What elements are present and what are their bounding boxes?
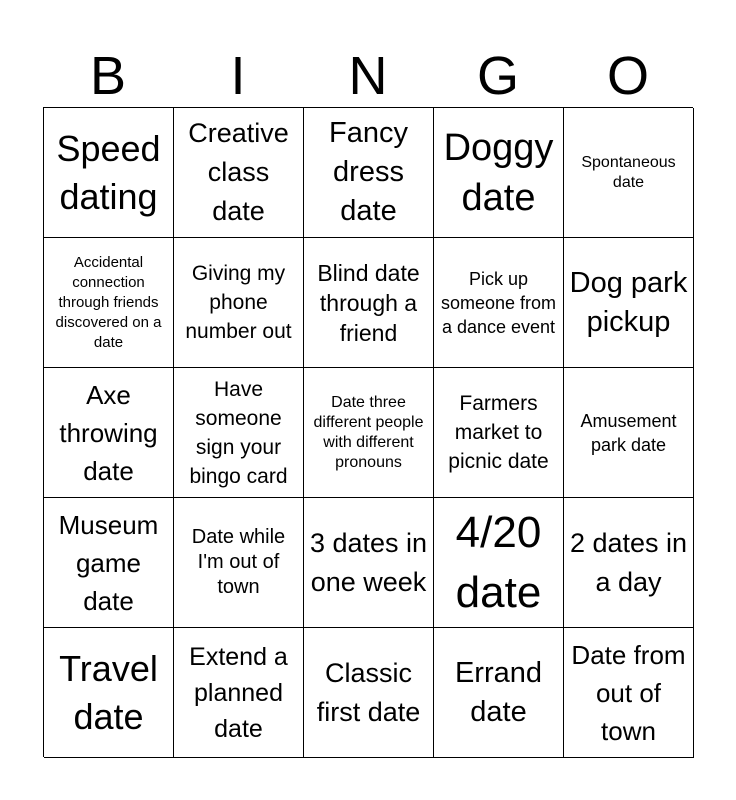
bingo-cell[interactable] xyxy=(44,498,174,628)
header-letter-i: I xyxy=(230,46,246,106)
bingo-grid xyxy=(43,107,693,757)
bingo-cell-text: Extend a planned date xyxy=(189,642,288,743)
bingo-cell-text: Date while I'm out of town xyxy=(191,526,286,598)
bingo-cell[interactable] xyxy=(174,498,304,628)
bingo-cell-text: Spontaneous date xyxy=(581,153,676,191)
bingo-cell[interactable] xyxy=(434,238,564,368)
bingo-cell-text: Dog park pickup xyxy=(569,266,688,338)
bingo-cell-text: Fancy dress date xyxy=(329,117,408,227)
bingo-cell[interactable] xyxy=(174,108,304,238)
bingo-cell[interactable] xyxy=(304,628,434,758)
header-letter-b: B xyxy=(89,46,127,106)
bingo-cell[interactable] xyxy=(44,238,174,368)
bingo-cell-text: Creative class date xyxy=(188,118,289,226)
bingo-cell[interactable] xyxy=(304,498,434,628)
bingo-cell[interactable] xyxy=(434,498,564,628)
bingo-cell-text: Amusement park date xyxy=(580,410,677,455)
bingo-cell[interactable] xyxy=(564,368,694,498)
bingo-cell-text: Date from out of town xyxy=(571,639,686,746)
bingo-header xyxy=(43,46,693,106)
bingo-cell-text: Accidental connection through friends discovered on a date xyxy=(55,253,162,351)
bingo-cell-text: Travel date xyxy=(59,647,158,737)
bingo-cell[interactable] xyxy=(434,628,564,758)
bingo-cell-text: Museum game date xyxy=(58,509,159,616)
bingo-cell-text: Pick up someone from a dance event xyxy=(440,268,557,337)
bingo-cell-text: Speed dating xyxy=(56,127,161,217)
bingo-cell-text: Errand date xyxy=(454,656,543,728)
bingo-cell-text: Date three different people with different pronouns xyxy=(313,393,424,471)
bingo-cell[interactable] xyxy=(564,498,694,628)
bingo-cell[interactable] xyxy=(44,628,174,758)
bingo-cell[interactable] xyxy=(44,108,174,238)
bingo-cell-text: 4/20 date xyxy=(455,507,542,617)
bingo-cell-text: Giving my phone number out xyxy=(185,262,292,343)
bingo-cell-text: Doggy date xyxy=(443,126,554,219)
bingo-cell-text: Blind date through a friend xyxy=(317,259,420,346)
bingo-cell[interactable] xyxy=(174,628,304,758)
bingo-cell[interactable] xyxy=(304,368,434,498)
bingo-cell-text: Axe throwing date xyxy=(59,379,158,486)
bingo-cell[interactable] xyxy=(434,368,564,498)
bingo-cell[interactable] xyxy=(174,238,304,368)
bingo-cell-text: Classic first date xyxy=(316,657,421,727)
bingo-cell[interactable] xyxy=(564,108,694,238)
bingo-cell-text: Farmers market to picnic date xyxy=(448,392,549,473)
bingo-cell-text: 3 dates in one week xyxy=(309,527,428,597)
header-letter-g: G xyxy=(476,46,519,106)
bingo-cell[interactable] xyxy=(304,108,434,238)
bingo-cell[interactable] xyxy=(44,368,174,498)
bingo-cell[interactable] xyxy=(564,238,694,368)
bingo-cell-text: 2 dates in a day xyxy=(569,527,688,597)
bingo-cell[interactable] xyxy=(564,628,694,758)
bingo-cell-text: Have someone sign your bingo card xyxy=(189,377,288,488)
bingo-cell[interactable] xyxy=(304,238,434,368)
bingo-cell[interactable] xyxy=(434,108,564,238)
header-letter-n: N xyxy=(348,46,388,106)
header-letter-o: O xyxy=(606,46,649,106)
bingo-cell[interactable] xyxy=(174,368,304,498)
